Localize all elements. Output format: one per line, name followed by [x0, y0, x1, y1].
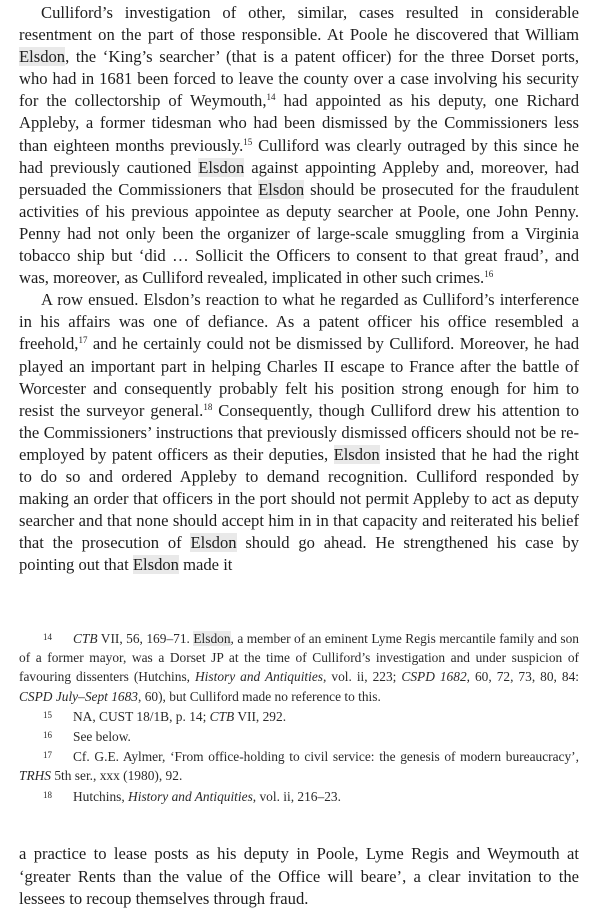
footnote-ref-18[interactable]: 18 — [203, 401, 213, 412]
text-run: Cf. G.E. Aylmer, ‘From office-holding to civil service: the genesis of modern bureaucracy’, — [73, 749, 579, 765]
text-run: Hutchins, — [73, 788, 129, 804]
footnote-14 — [19, 628, 579, 706]
footnote-number: 17 — [43, 750, 52, 761]
text-run: TRHS — [19, 768, 51, 784]
highlighted-name: Elsdon — [258, 179, 305, 199]
paragraph-2 — [19, 289, 579, 576]
text-run: , vol. ii, 216–23. — [252, 788, 341, 804]
text-run: and he certainly could not be dismissed by Culliford. Moreover, he had played an important part in helping Charles II escape to France after the battle of Worcester and consequently probably felt his position strong enough for him to resist the surveyor general. — [19, 334, 579, 420]
text-run: 5th ser., xxx (1980), 92. — [51, 768, 183, 784]
footnote-number: 16 — [43, 730, 52, 741]
paragraph-3: a practice to lease posts as his deputy in Poole, Lyme Regis and Weymouth at ‘greater Rents than the value of the Office will beare’, a clear invitation to the lessees to recoup themselves through fraud. — [19, 844, 579, 909]
highlighted-name: Elsdon — [193, 631, 231, 646]
text-run: , 60, 72, 73, 80, 84: — [466, 669, 579, 685]
footnote-15 — [19, 706, 579, 726]
text-run: , a member of an eminent Lyme Regis mercantile family and son of a former mayor, was a Dorset JP at the time of Culliford’s investigation and under suspicion of favouring dissenters (Hutchins, — [19, 631, 579, 685]
text-run: A row ensued. Elsdon’s reaction to what he regarded as Culliford’s interference in his affairs was one of defiance. As a patent officer his office resembled a freehold, — [19, 290, 579, 354]
text-run: History and Antiquities — [128, 788, 253, 804]
highlighted-name: Elsdon — [190, 533, 237, 553]
text-run: VII, 56, 169–71. — [97, 631, 194, 646]
text-run: CTB — [209, 708, 235, 724]
footnote-ref-16[interactable]: 16 — [484, 269, 494, 280]
text-run: VII, 292. — [234, 708, 287, 724]
text-run: , vol. ii, 223; — [323, 669, 402, 685]
text-run: NA, CUST 18/1B, p. 14; — [73, 708, 210, 724]
footnote-divider — [19, 618, 169, 619]
text-run: had appointed as his deputy, one Richard Appleby, a former tidesman who had been dismissed by the Commissioners less than eighteen months previously. — [19, 91, 580, 155]
footnote-ref-15[interactable]: 15 — [243, 136, 253, 147]
text-run: , the ‘King’s searcher’ (that is a patent officer) for the three Dorset ports, who had in 1681 been forced to leave the county over a case involving his security for the collectorship of Weymouth, — [19, 47, 579, 111]
highlighted-name: Elsdon — [198, 157, 245, 177]
highlighted-name: Elsdon — [132, 555, 179, 575]
text-run: CSPD 1682 — [401, 669, 467, 685]
text-run: CTB — [73, 631, 98, 646]
paragraph-1 — [19, 2, 579, 289]
footnote-16 — [19, 726, 579, 746]
text-run: Consequently, though Culliford drew his attention to the Commissioners’ instructions that previously dismissed officers should not be re-employed by patent officers as their deputies, — [19, 400, 580, 464]
footnote-number: 18 — [43, 789, 52, 800]
text-run: See below. — [73, 729, 131, 745]
footnote-ref-17[interactable]: 17 — [78, 335, 88, 346]
text-run: should be prosecuted for the fraudulent activities of his previous appointee as deputy searcher at Poole, one John Penny. Penny had not only been the organizer of large-scale smuggling from a Virginia tobacco ship but ‘did … Sollicit the Officers to consent to that great fraud’, and was, moreover, as Culliford revealed, implicated in other such crimes. — [19, 179, 579, 288]
text-run: Culliford was clearly outraged by this since he had previously cautioned — [19, 135, 580, 177]
highlighted-name: Elsdon — [19, 47, 66, 67]
text-run: , 60), but Culliford made no reference to this. — [138, 688, 381, 704]
footnote-number: 14 — [43, 632, 52, 642]
footnotes — [19, 628, 579, 806]
text-run: Culliford’s investigation of other, similar, cases resulted in considerable resentment on the part of those responsible. At Poole he discovered that William — [19, 3, 579, 45]
footnote-ref-14[interactable]: 14 — [266, 92, 276, 103]
text-run: made it — [178, 555, 233, 575]
footnote-17 — [19, 746, 579, 785]
text-run: should go ahead. He strengthened his case by pointing out that — [19, 533, 579, 575]
main-text — [19, 2, 579, 576]
text-run: against appointing Appleby and, moreover, had persuaded the Commissioners that — [19, 157, 580, 199]
highlighted-name: Elsdon — [333, 444, 380, 464]
text-run: insisted that he had the right to do so and ordered Appleby to demand recognition. Culliford responded by making an order that officers in the port should not permit Appleby to act as deputy searcher and that none should accept him in in that capacity and reiterated his belief that the prosecution of — [19, 444, 579, 553]
text-run: History and Antiquities — [195, 669, 324, 685]
text-run: CSPD July–Sept 1683 — [19, 688, 139, 704]
footnote-18 — [19, 786, 579, 806]
continuation-text — [19, 843, 579, 911]
footnote-number: 15 — [43, 709, 52, 720]
